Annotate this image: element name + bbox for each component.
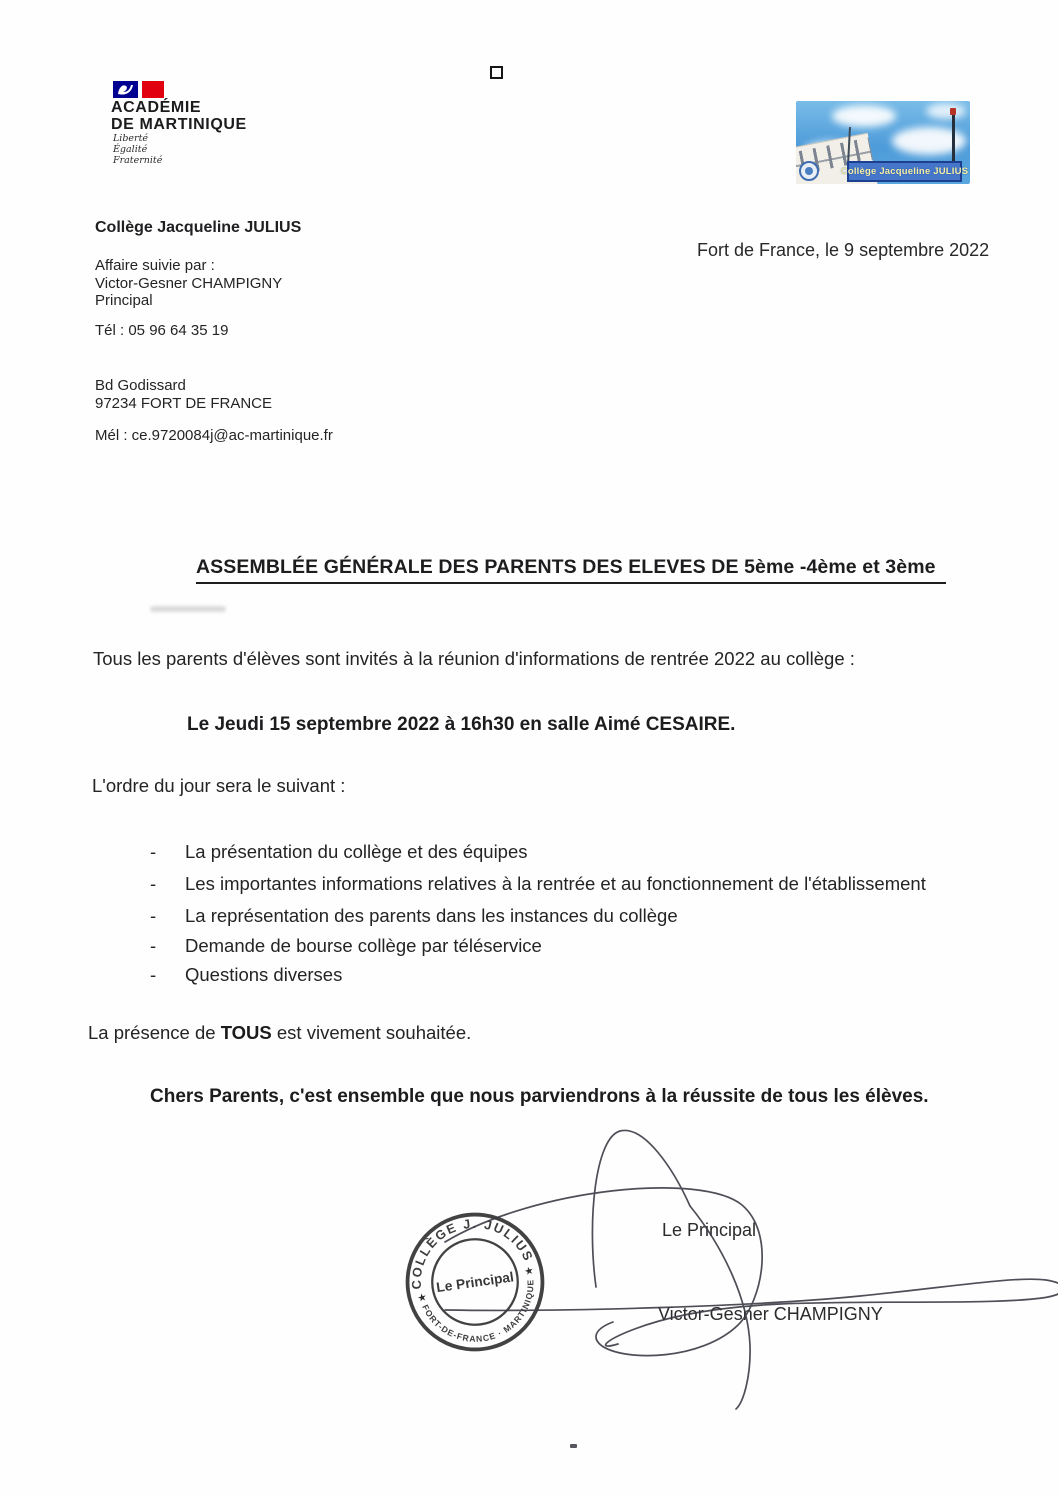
agenda-item-text: Demande de bourse collège par téléservice	[185, 935, 542, 956]
french-flag-red-block	[142, 81, 164, 98]
sender-school-name: Collège Jacqueline JULIUS	[95, 219, 302, 236]
intro-paragraph: Tous les parents d'élèves sont invités à la réunion d'informations de rentrée 2022 au collège :	[93, 648, 855, 669]
sender-address-line2: 97234 FORT DE FRANCE	[95, 395, 273, 412]
stamp-star-right: ★	[523, 1265, 536, 1279]
banner-caption-text: Collège Jacqueline JULIUS	[840, 166, 969, 177]
scan-artifact-speck	[570, 1444, 577, 1448]
handled-by-label: Affaire suivie par :	[95, 257, 215, 274]
academy-name-line2: DE MARTINIQUE	[111, 116, 247, 133]
motto-fraternite: Fraternité	[113, 155, 163, 166]
agenda-item-text: La représentation des parents dans les instances du collège	[185, 905, 678, 926]
academy-name-line1: ACADÉMIE	[111, 99, 202, 116]
marianne-icon	[116, 83, 134, 96]
handler-title: Principal	[95, 292, 153, 309]
scan-artifact-square	[490, 66, 503, 79]
bullet-dash: -	[150, 964, 157, 985]
sender-address-line1: Bd Godissard	[95, 377, 186, 394]
cloud-shape	[892, 127, 966, 155]
banner-caption-bar	[840, 161, 969, 182]
presence-prefix: La présence de	[88, 1022, 221, 1043]
bullet-dash: -	[150, 935, 157, 956]
signature-stroke	[592, 1130, 690, 1287]
letter-title: ASSEMBLÉE GÉNÉRALE DES PARENTS DES ELEVES DE 5ème -4ème et 3ème	[196, 556, 946, 584]
cloud-shape	[832, 105, 896, 127]
stamp-top-text: COLLÈGE J. JULIUS	[408, 1215, 537, 1290]
sender-phone: Tél : 05 96 64 35 19	[95, 322, 229, 339]
french-flag-blue-block	[113, 81, 138, 98]
signature-name: Victor-Gesner CHAMPIGNY	[658, 1304, 883, 1324]
flagpole-right	[952, 113, 955, 165]
school-round-logo	[799, 161, 819, 181]
sender-email: Mél : ce.9720084j@ac-martinique.fr	[95, 427, 333, 444]
presence-emphasis: TOUS	[220, 1022, 272, 1043]
motto-egalite: Égalité	[113, 144, 148, 155]
cloud-shape	[926, 103, 966, 119]
republic-motto	[113, 133, 162, 166]
bullet-dash: -	[150, 905, 157, 926]
signature-role: Le Principal	[662, 1220, 757, 1240]
agenda-item-text: Les importantes informations relatives à la rentrée et au fonctionnement de l'établissement	[185, 873, 926, 894]
bullet-dash: -	[150, 873, 157, 894]
stamp-star-left: ★	[416, 1291, 429, 1305]
handler-name: Victor-Gesner CHAMPIGNY	[95, 275, 283, 292]
presence-suffix: est vivement souhaitée.	[271, 1022, 472, 1043]
agenda-item-text: Questions diverses	[185, 964, 343, 985]
presence-sentence	[88, 1022, 471, 1044]
bullet-dash: -	[150, 841, 157, 862]
school-stamp	[382, 1188, 567, 1376]
agenda-label: L'ordre du jour sera le suivant :	[92, 775, 346, 796]
agenda-item-text: La présentation du collège et des équipes	[185, 841, 528, 862]
stamp-center-text: Le Principal	[435, 1269, 515, 1296]
stamp-bottom-text: FORT-DE-FRANCE · MARTINIQUE	[420, 1278, 536, 1344]
scan-smudge	[150, 606, 226, 612]
motto-liberte: Liberté	[113, 133, 149, 144]
closing-sentence: Chers Parents, c'est ensemble que nous parviendrons à la réussite de tous les élèves.	[150, 1086, 929, 1107]
flagpole-red-tip	[950, 108, 956, 115]
meeting-datetime: Le Jeudi 15 septembre 2022 à 16h30 en salle Aimé CESAIRE.	[187, 714, 736, 735]
dateline: Fort de France, le 9 septembre 2022	[697, 240, 990, 260]
school-photo-banner	[796, 101, 970, 184]
